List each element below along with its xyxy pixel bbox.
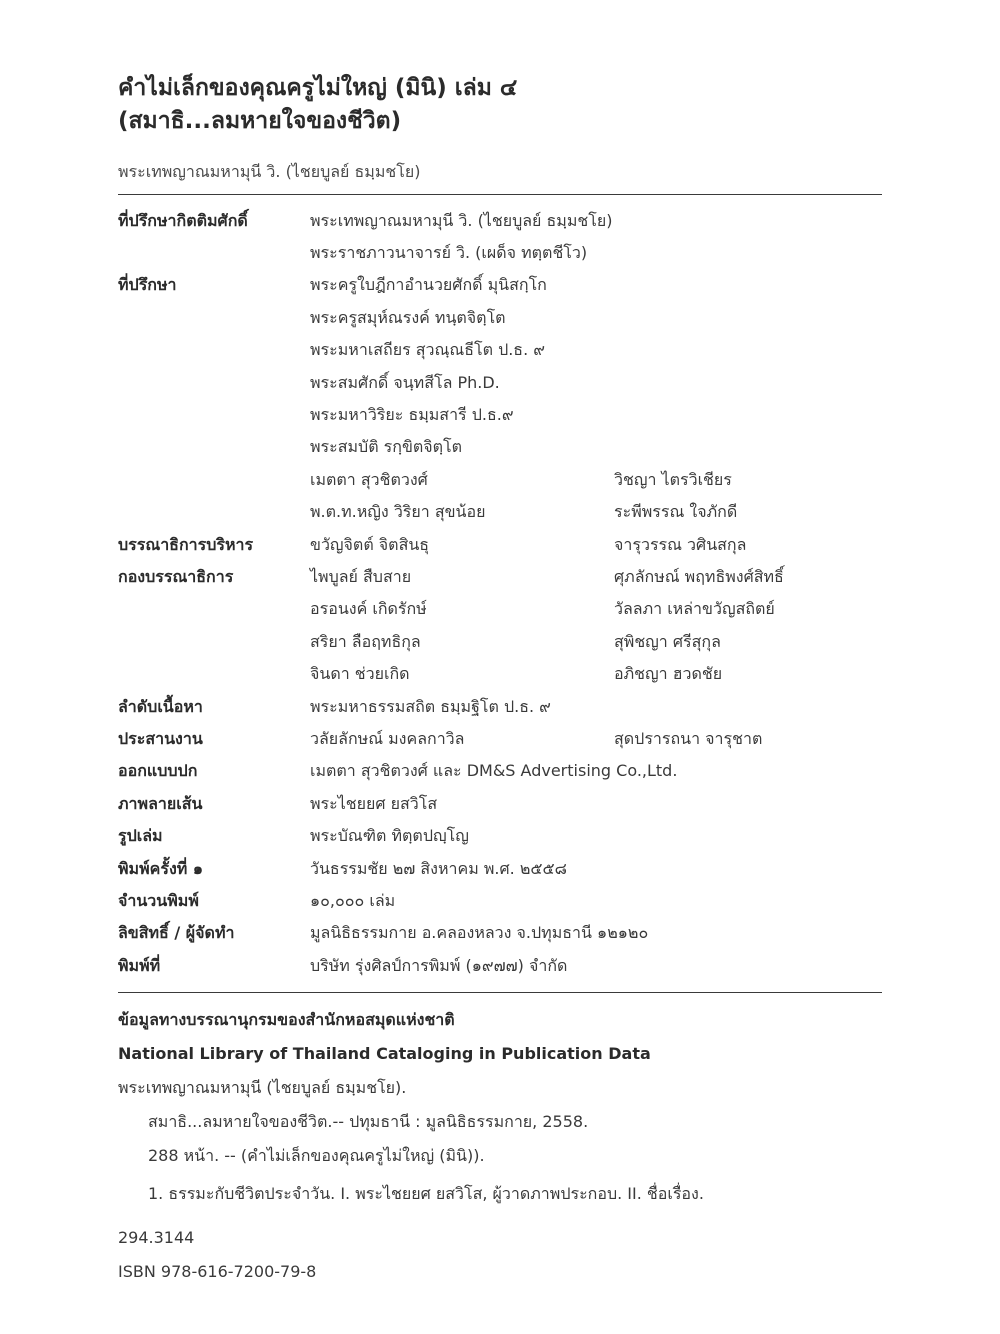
credit-role-label: ที่ปรึกษากิตติมศักดิ์ bbox=[118, 210, 248, 230]
cip-heading-thai: ข้อมูลทางบรรณานุกรมของสำนักหอสมุดแห่งชาติ bbox=[118, 1010, 455, 1030]
credit-row bbox=[118, 918, 882, 950]
credit-name: ๑๐,๐๐๐ เล่ม bbox=[310, 890, 396, 910]
cip-subjects: 1. ธรรมะกับชีวิตประจำวัน. I. พระไชยยศ ยสวิโส, ผู้วาดภาพประกอบ. II. ชื่อเรื่อง. bbox=[148, 1184, 704, 1204]
credit-name-second: สุพิชญา ศรีสุกุล bbox=[614, 631, 721, 651]
credit-name: ขวัญจิตต์ จิตสินธุ bbox=[310, 534, 430, 554]
credit-role-label: จำนวนพิมพ์ bbox=[118, 890, 199, 910]
credit-row bbox=[118, 788, 882, 820]
credit-row bbox=[118, 497, 882, 529]
imprint-page bbox=[118, 72, 882, 1289]
cip-collation: 288 หน้า. -- (คำไม่เล็กของคุณครูไม่ใหญ่ (มินิ)). bbox=[148, 1146, 485, 1166]
credit-name: พ.ต.ท.หญิง วิริยา สุขน้อย bbox=[310, 502, 486, 522]
bottom-divider bbox=[118, 992, 882, 993]
credit-row bbox=[118, 205, 882, 237]
credit-name: พระสมศักดิ์ จนฺทสีโล Ph.D. bbox=[310, 372, 500, 392]
credit-row bbox=[118, 691, 882, 723]
top-divider bbox=[118, 194, 882, 195]
credit-name: วลัยลักษณ์ มงคลกาวิล bbox=[310, 728, 465, 748]
credit-role-label: ภาพลายเส้น bbox=[118, 793, 203, 813]
credit-row bbox=[118, 723, 882, 755]
credits-list bbox=[118, 205, 882, 982]
credit-row bbox=[118, 756, 882, 788]
credit-name: อรอนงค์ เกิดรักษ์ bbox=[310, 599, 427, 619]
credit-row bbox=[118, 820, 882, 852]
credit-row bbox=[118, 367, 882, 399]
cip-class-number: 294.3144 bbox=[118, 1228, 195, 1248]
credit-name: พระมหาเสถียร สุวณฺณธีโต ป.ธ. ๙ bbox=[310, 340, 545, 360]
credit-row bbox=[118, 561, 882, 593]
credit-name: พระมหาวิริยะ ธมฺมสารี ป.ธ.๙ bbox=[310, 405, 514, 425]
credit-name: พระสมบัติ รกฺขิตจิตฺโต bbox=[310, 437, 463, 457]
credit-name-second: วัลลภา เหล่าขวัญสถิตย์ bbox=[614, 599, 775, 619]
credit-name-second: อภิชญา ฮวดชัย bbox=[614, 664, 723, 684]
book-title-line-1: คำไม่เล็กของคุณครูไม่ใหญ่ (มินิ) เล่ม ๔ bbox=[118, 75, 518, 101]
credit-row bbox=[118, 432, 882, 464]
credit-name: พระครูใบฎีกาอำนวยศักดิ์ มุนิสกฺโก bbox=[310, 275, 547, 295]
credit-row bbox=[118, 626, 882, 658]
book-author: พระเทพญาณมหามุนี วิ. (ไชยบูลย์ ธมฺมชโย) bbox=[118, 162, 421, 181]
credit-name: พระมหาธรรมสถิต ธมฺมฐิโต ป.ธ. ๙ bbox=[310, 696, 551, 716]
credit-role-label: ออกแบบปก bbox=[118, 761, 198, 781]
credit-role-label: พิมพ์ครั้งที่ ๑ bbox=[118, 858, 204, 878]
cip-isbn: ISBN 978-616-7200-79-8 bbox=[118, 1262, 317, 1282]
credit-name: บริษัท รุ่งศิลป์การพิมพ์ (๑๙๗๗) จำกัด bbox=[310, 955, 568, 975]
credit-role-label: รูปเล่ม bbox=[118, 826, 163, 846]
credit-name-second: วิชญา ไตรวิเชียร bbox=[614, 469, 732, 489]
credit-name: พระเทพญาณมหามุนี วิ. (ไชยบูลย์ ธมฺมชโย) bbox=[310, 210, 613, 230]
credit-name-second: ระพีพรรณ ใจภักดี bbox=[614, 502, 738, 522]
credit-role-label: กองบรรณาธิการ bbox=[118, 566, 234, 586]
credit-row bbox=[118, 594, 882, 626]
credit-name-second: จารุวรรณ วศินสกุล bbox=[614, 534, 747, 554]
credit-row bbox=[118, 529, 882, 561]
credit-row bbox=[118, 885, 882, 917]
cip-heading-english: National Library of Thailand Cataloging in Publication Data bbox=[118, 1044, 651, 1064]
credit-row bbox=[118, 302, 882, 334]
credit-name: เมตตา สุวชิตวงศ์ bbox=[310, 469, 428, 489]
book-title-line-2: (สมาธิ...ลมหายใจของชีวิต) bbox=[118, 108, 402, 134]
credit-name: วันธรรมชัย ๒๗ สิงหาคม พ.ศ. ๒๕๕๘ bbox=[310, 858, 567, 878]
credit-row bbox=[118, 464, 882, 496]
credit-name: จินดา ช่วยเกิด bbox=[310, 664, 410, 684]
credit-name: เมตตา สุวชิตวงศ์ และ DM&S Advertising Co.,Ltd. bbox=[310, 761, 678, 781]
credit-row bbox=[118, 853, 882, 885]
credit-role-label: ลิขสิทธิ์ / ผู้จัดทำ bbox=[118, 923, 235, 943]
credit-name: พระราชภาวนาจารย์ วิ. (เผด็จ ทตฺตชีโว) bbox=[310, 243, 588, 263]
cip-block bbox=[118, 1003, 882, 1289]
credit-role-label: บรรณาธิการบริหาร bbox=[118, 534, 254, 554]
credit-row bbox=[118, 237, 882, 269]
credit-row bbox=[118, 399, 882, 431]
credit-name: พระไชยยศ ยสวิโส bbox=[310, 793, 438, 813]
credit-name: ไพบูลย์ สืบสาย bbox=[310, 566, 412, 586]
credit-name: พระครูสมุห์ณรงค์ ทนฺตจิตฺโต bbox=[310, 307, 506, 327]
credit-row bbox=[118, 658, 882, 690]
credit-role-label: ลำดับเนื้อหา bbox=[118, 696, 203, 716]
credit-role-label: ที่ปรึกษา bbox=[118, 275, 177, 295]
credit-role-label: พิมพ์ที่ bbox=[118, 955, 161, 975]
credit-name-second: สุดปรารถนา จารุชาต bbox=[614, 728, 763, 748]
cip-main-entry: พระเทพญาณมหามุนี (ไชยบูลย์ ธมฺมชโย). bbox=[118, 1078, 407, 1098]
credit-name: มูลนิธิธรรมกาย อ.คลองหลวง จ.ปทุมธานี ๑๒๑๒๐ bbox=[310, 923, 649, 943]
credit-row bbox=[118, 950, 882, 982]
credit-name: สริยา ลือฤทธิกุล bbox=[310, 631, 421, 651]
cip-title-statement: สมาธิ...ลมหายใจของชีวิต.-- ปทุมธานี : มูลนิธิธรรมกาย, 2558. bbox=[148, 1112, 589, 1132]
credit-row bbox=[118, 270, 882, 302]
book-title bbox=[118, 72, 882, 138]
credit-row bbox=[118, 335, 882, 367]
credit-name-second: ศุภลักษณ์ พฤทธิพงศ์สิทธิ์ bbox=[614, 566, 784, 586]
credit-name: พระบัณฑิต ทิตฺตปญฺโญ bbox=[310, 826, 469, 846]
credit-role-label: ประสานงาน bbox=[118, 728, 203, 748]
